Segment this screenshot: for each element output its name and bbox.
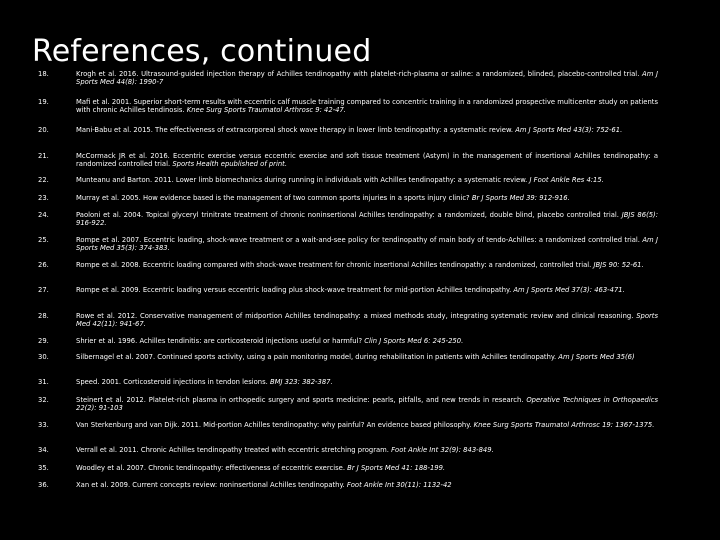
reference-list — [38, 0, 663, 540]
reference-citation: Foot Ankle Int 30(11): 1132-42 — [346, 481, 452, 489]
reference-citation: Foot Ankle Int 32(9): 843-849. — [391, 446, 494, 454]
reference-text — [76, 98, 658, 114]
reference-body: Munteanu and Barton. 2011. Lower limb biomechanics during running in individuals with Achilles tendinopathy: a systematic review. — [76, 176, 528, 184]
reference-number: 33. — [38, 421, 49, 429]
reference-citation: Knee Surg Sports Traumatol Arthrosc 9: 42-47. — [186, 106, 346, 115]
reference-citation: Am J Sports Med 35(3): 374-383. — [76, 236, 658, 253]
reference-body: Rompe et al. 2009. Eccentric loading versus eccentric loading plus shock-wave treatment for mid-portion Achilles tendinopathy. — [76, 286, 512, 294]
reference-citation: J Foot Ankle Res 4:15. — [529, 176, 604, 184]
reference-number: 31. — [38, 378, 49, 386]
reference-citation: Am J Sports Med 43(3): 752-61. — [515, 126, 623, 134]
reference-text — [76, 70, 658, 86]
reference-text — [76, 152, 658, 168]
reference-number: 29. — [38, 337, 49, 345]
reference-text — [76, 286, 658, 294]
reference-body: Rompe et al. 2008. Eccentric loading compared with shock-wave treatment for chronic insertional Achilles tendinopathy: a randomized, controlled trial. — [76, 261, 592, 269]
reference-citation: Operative Techniques in Orthopaedics 22(2): 91-103 — [76, 396, 658, 413]
reference-text — [76, 312, 658, 328]
page-title: References, continued — [32, 34, 372, 69]
reference-number: 32. — [38, 396, 49, 404]
reference-body: McCormack JR et al. 2016. Eccentric exercise versus eccentric exercise and soft tissue treatment (Astym) in the management of insertional Achilles tendinopathy: a randomized controlled trial. — [76, 152, 658, 169]
reference-citation: Br J Sports Med 41: 188-199. — [347, 464, 446, 472]
reference-citation: Clin J Sports Med 6: 245-250. — [364, 337, 464, 345]
reference-body: Steinert et al. 2012. Platelet-rich plasma in orthopedic surgery and sports medicine: pearls, pitfalls, and new trends in research. — [76, 396, 524, 404]
reference-number: 24. — [38, 211, 49, 219]
reference-number: 36. — [38, 481, 49, 489]
reference-text — [76, 396, 658, 412]
reference-number: 34. — [38, 446, 49, 454]
reference-text — [76, 211, 658, 227]
reference-number: 20. — [38, 126, 49, 134]
reference-number: 27. — [38, 286, 49, 294]
reference-text — [76, 236, 658, 252]
reference-citation: Knee Surg Sports Traumatol Arthrosc 19: 1367-1375. — [473, 421, 655, 429]
reference-number: 26. — [38, 261, 49, 269]
reference-number: 23. — [38, 194, 49, 202]
reference-citation: Am J Sports Med 44(8): 1990-7 — [76, 70, 658, 87]
reference-number: 35. — [38, 464, 49, 472]
reference-number: 22. — [38, 176, 49, 184]
reference-text — [76, 353, 658, 361]
reference-body: Murray et al. 2005. How evidence based is the management of two common sports injuries in a sports injury clinic? — [76, 194, 470, 202]
reference-text — [76, 446, 658, 454]
reference-body: Verrall et al. 2011. Chronic Achilles tendinopathy treated with eccentric stretching program. — [76, 446, 389, 454]
reference-text — [76, 421, 658, 429]
reference-body: Rompe et al. 2007. Eccentric loading, shock-wave treatment or a wait-and-see policy for tendinopathy of main body of tendo-Achilles: a randomized controlled trial. — [76, 236, 640, 244]
reference-body: Speed. 2001. Corticosteroid injections in tendon lesions. — [76, 378, 268, 386]
reference-number: 21. — [38, 152, 49, 160]
reference-body: Woodley et al. 2007. Chronic tendinopathy: effectiveness of eccentric exercise. — [76, 464, 345, 472]
reference-citation: JBJS 90: 52-61. — [593, 261, 644, 269]
reference-citation: Sports Health epublished of print. — [172, 160, 287, 169]
reference-text — [76, 194, 658, 202]
reference-citation: JBJS 86(5): 916-922. — [76, 211, 658, 228]
reference-number: 30. — [38, 353, 49, 361]
reference-text — [76, 176, 658, 184]
reference-number: 25. — [38, 236, 49, 244]
reference-number: 18. — [38, 70, 49, 78]
reference-body: Mafi et al. 2001. Superior short-term results with eccentric calf muscle training compared to concentric training in a randomized prospective multicenter study on patients with chronic Achilles tendinosis. — [76, 98, 658, 115]
reference-citation: Am J Sports Med 37(3): 463-471. — [513, 286, 625, 294]
reference-body: Paoloni et al. 2004. Topical glyceryl trinitrate treatment of chronic noninsertional Achilles tendinopathy: a randomized, double blind, placebo controlled trial. — [76, 211, 619, 219]
reference-text — [76, 464, 658, 472]
reference-number: 19. — [38, 98, 49, 106]
reference-text — [76, 126, 658, 134]
reference-body: Silbernagel et al. 2007. Continued sports activity, using a pain monitoring model, during rehabilitation in patients with Achilles tendinopathy. — [76, 353, 557, 361]
reference-body: Rowe et al. 2012. Conservative management of midportion Achilles tendinopathy: a mixed methods study, integrating systematic review and clinical reasoning. — [76, 312, 634, 320]
reference-citation: Br J Sports Med 39: 912-916. — [471, 194, 570, 202]
reference-text — [76, 261, 658, 269]
reference-body: Xan et al. 2009. Current concepts review: noninsertional Achilles tendinopathy. — [76, 481, 345, 489]
reference-body: Van Sterkenburg and van Dijk. 2011. Mid-portion Achilles tendinopathy: why painful? An evidence based philosophy. — [76, 421, 472, 429]
reference-citation: BMJ 323: 382-387. — [269, 378, 333, 386]
reference-citation: Sports Med 42(11): 941-67. — [76, 312, 658, 329]
reference-body: Mani-Babu et al. 2015. The effectiveness of extracorporeal shock wave therapy in lower limb tendinopathy: a systematic review. — [76, 126, 514, 134]
reference-text — [76, 337, 658, 345]
reference-body: Shrier et al. 1996. Achilles tendinitis: are corticosteroid injections useful or harmful? — [76, 337, 363, 345]
reference-citation: Am J Sports Med 35(6) — [558, 353, 635, 361]
reference-body: Krogh et al. 2016. Ultrasound-guided injection therapy of Achilles tendinopathy with platelet-rich-plasma or saline: a randomized, blinded, placebo-controlled trial. — [76, 70, 640, 78]
reference-number: 28. — [38, 312, 49, 320]
reference-text — [76, 378, 658, 386]
reference-text — [76, 481, 658, 489]
